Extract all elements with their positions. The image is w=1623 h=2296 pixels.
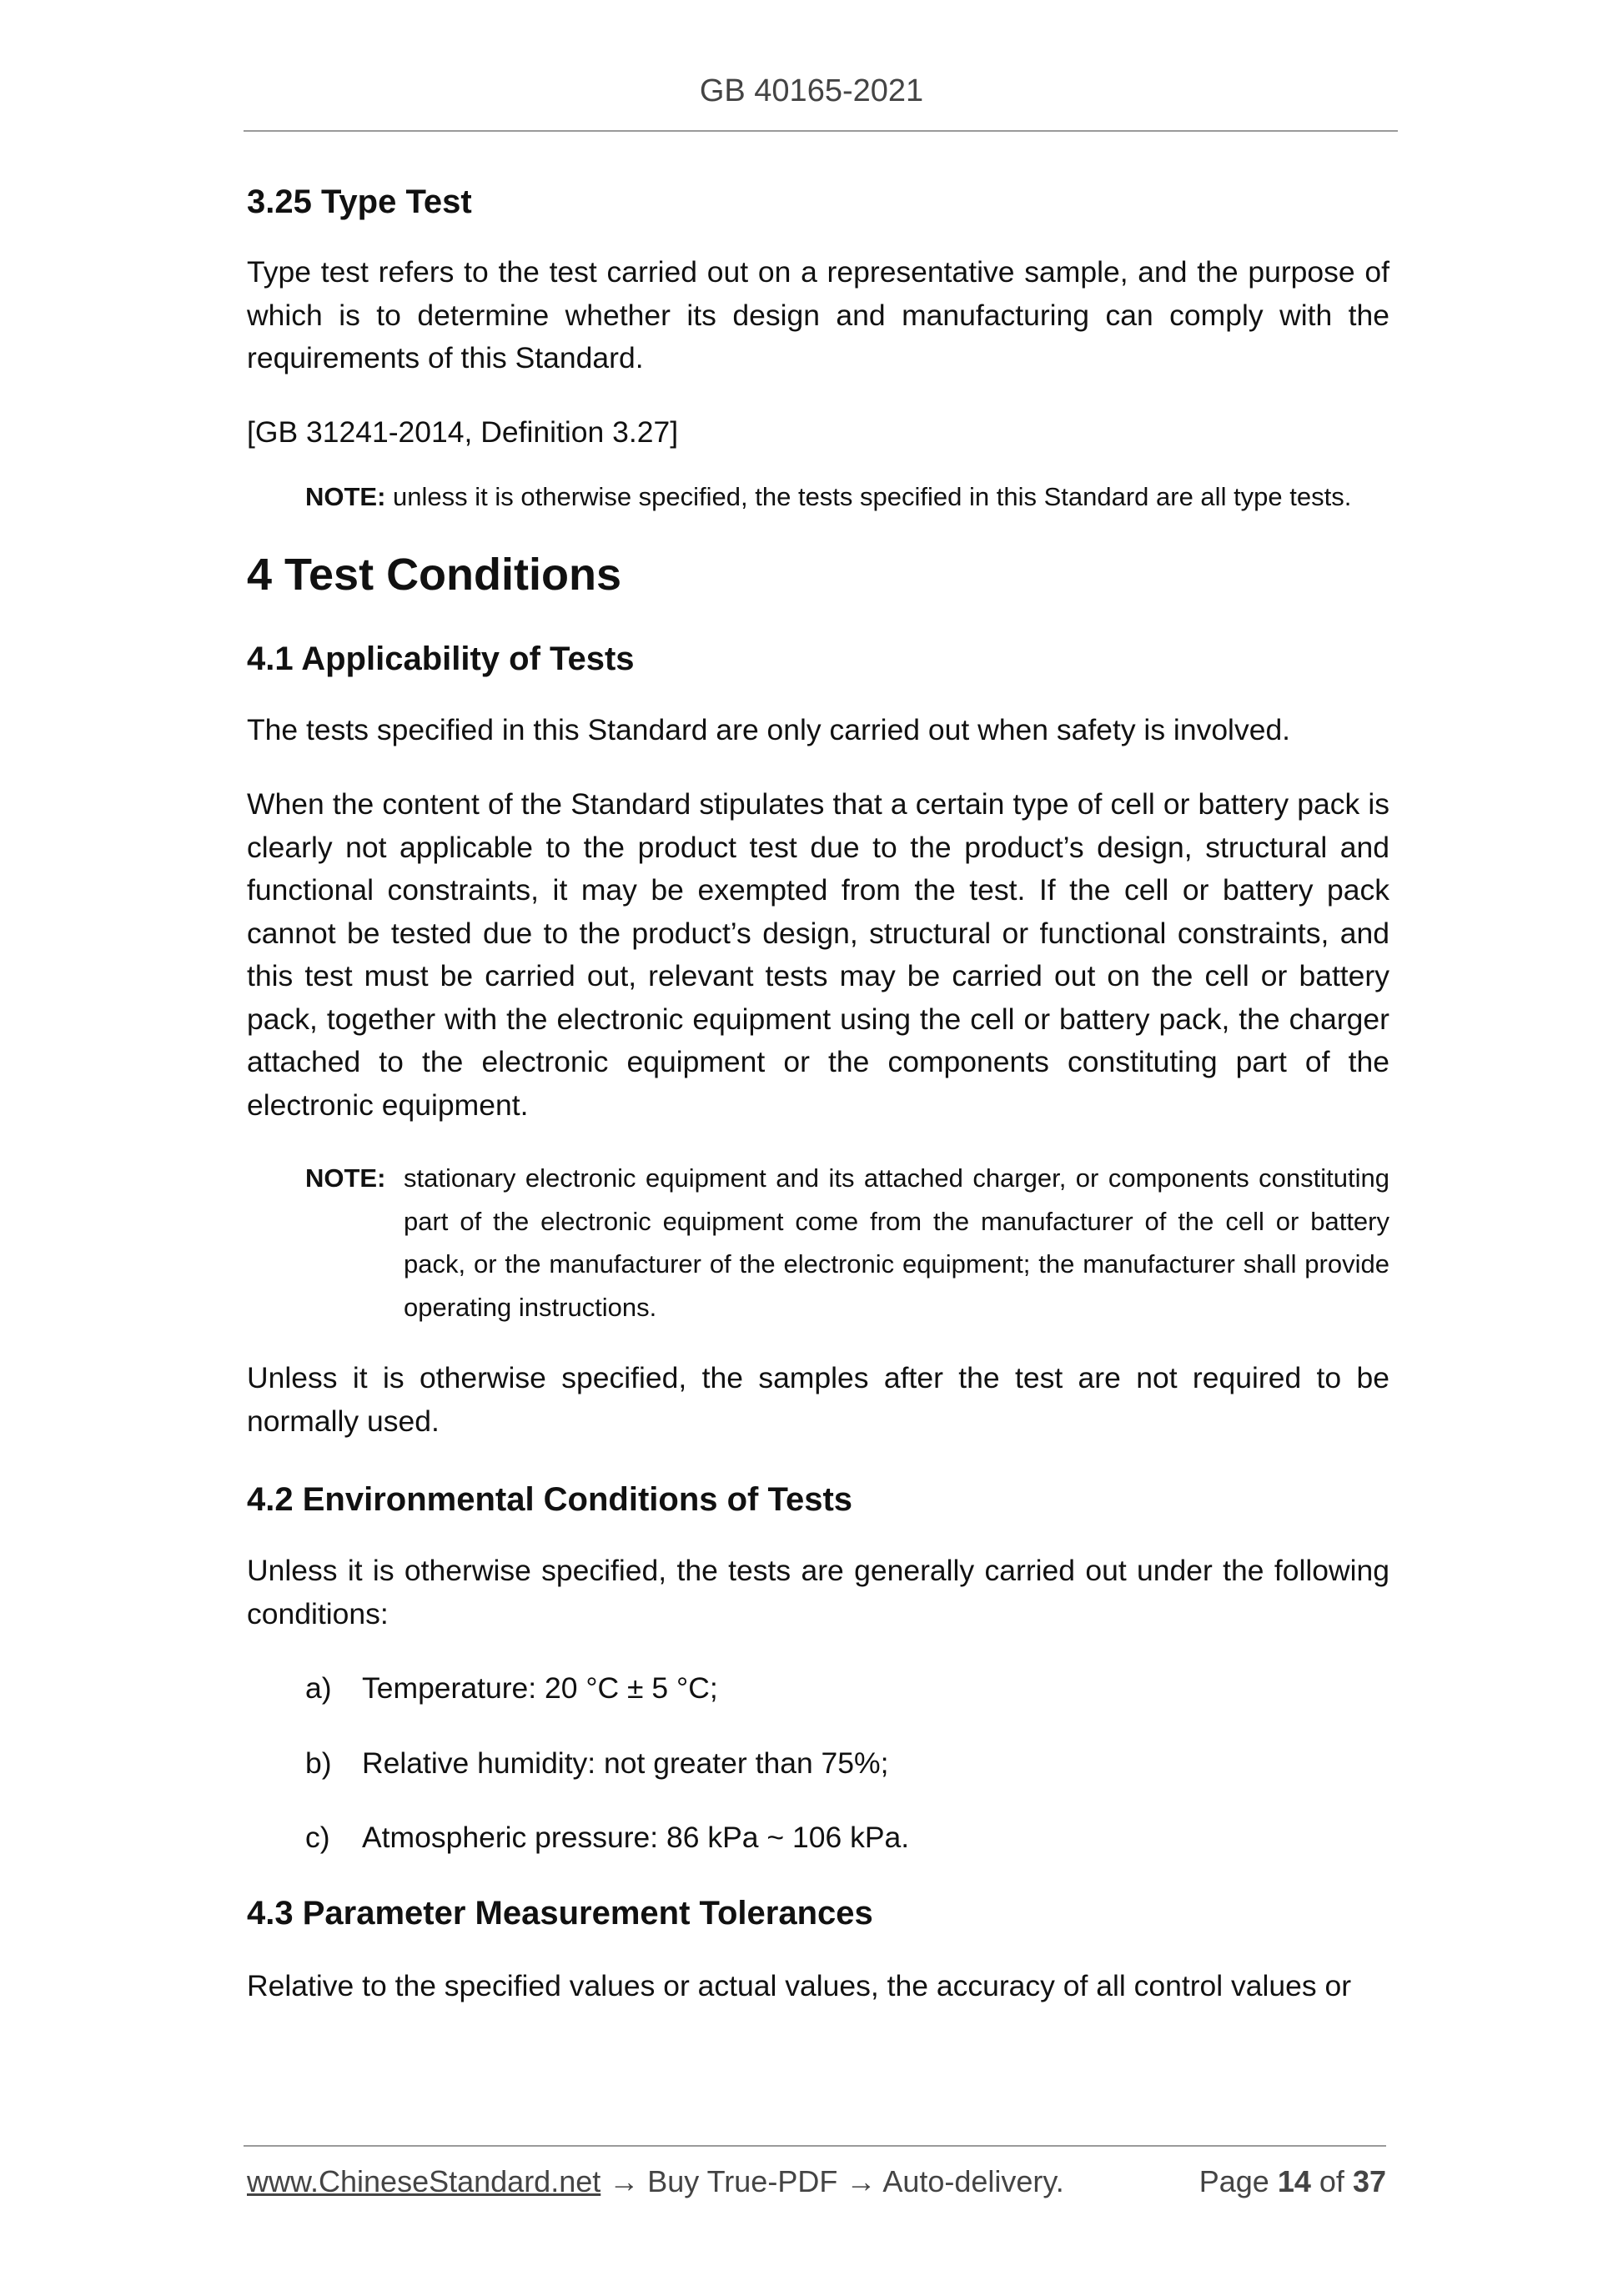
section-4-1-paragraph-2: When the content of the Standard stipulates that a certain type of cell or battery pack is clearly not applicable to the product test due to the product’s design, structural and functional constraints, it may be exempted from the test. If the cell or battery pack cannot be tested due to the product’s design, structural or functional constraints, and this test must be carried out, relevant tests may be carried out on the cell or battery pack, together with the electronic equipment using the cell or battery pack, the charger attached to the electronic equipment or the components constituting part of the electronic equipment. bbox=[247, 787, 1389, 1122]
footer-left bbox=[247, 2164, 1064, 2199]
footer-rule bbox=[244, 2145, 1386, 2147]
list-item bbox=[247, 1816, 1389, 1860]
section-4-2-heading: 4.2 Environmental Conditions of Tests bbox=[247, 1481, 853, 1518]
section-4-2-paragraph: Unless it is otherwise specified, the tests are generally carried out under the following conditions: bbox=[247, 1554, 1389, 1630]
list-text: Atmospheric pressure: 86 kPa ~ 106 kPa. bbox=[362, 1821, 910, 1854]
page-number: 14 bbox=[1277, 2164, 1311, 2198]
section-3-25-reference: [GB 31241-2014, Definition 3.27] bbox=[247, 414, 679, 449]
section-4-1-paragraph-3: Unless it is otherwise specified, the samples after the test are not required to be normally used. bbox=[247, 1361, 1389, 1438]
section-4-1-paragraph-1: The tests specified in this Standard are only carried out when safety is involved. bbox=[247, 712, 1291, 746]
list-item bbox=[247, 1742, 1389, 1786]
section-3-25-heading: 3.25 Type Test bbox=[247, 183, 472, 220]
of-word: of bbox=[1319, 2164, 1344, 2198]
section-3-25-paragraph: Type test refers to the test carried out on a representative sample, and the purpose of which is to determine whether its design and manufacturing can comply with the requirements of this Standard. bbox=[247, 255, 1389, 374]
section-4-1-heading: 4.1 Applicability of Tests bbox=[247, 640, 635, 677]
note-text: stationary electronic equipment and its attached charger, or components constituting part of the electronic equipment come from the manufacturer of the cell or battery pack, or the manufacturer of the electronic equipment; the manufacturer shall provide operating instructions. bbox=[404, 1163, 1389, 1322]
note-label: NOTE: bbox=[305, 482, 386, 511]
page-footer bbox=[247, 2164, 1386, 2214]
section-4-1-note bbox=[247, 1157, 1389, 1329]
section-4-3-heading: 4.3 Parameter Measurement Tolerances bbox=[247, 1894, 873, 1932]
note-label: NOTE: bbox=[305, 1163, 386, 1193]
footer-tagline: → Buy True-PDF → Auto-delivery. bbox=[600, 2164, 1064, 2198]
note-text: unless it is otherwise specified, the tests specified in this Standard are all type tests. bbox=[385, 482, 1352, 511]
page-total: 37 bbox=[1352, 2164, 1386, 2198]
page-word: Page bbox=[1198, 2164, 1269, 2198]
list-text: Temperature: 20 °C ± 5 °C; bbox=[362, 1671, 718, 1705]
running-header: GB 40165-2021 bbox=[699, 73, 924, 108]
website-link[interactable]: www.ChineseStandard.net bbox=[247, 2164, 601, 2198]
list-marker: c) bbox=[305, 1821, 330, 1854]
list-item bbox=[247, 1667, 1389, 1711]
list-text: Relative humidity: not greater than 75%; bbox=[362, 1746, 889, 1780]
section-4-3-paragraph: Relative to the specified values or actual values, the accuracy of all control values or bbox=[247, 1968, 1352, 2002]
list-marker: b) bbox=[305, 1746, 332, 1780]
section-4-heading: 4 Test Conditions bbox=[247, 549, 622, 600]
page-content bbox=[247, 178, 1389, 2007]
header-rule bbox=[244, 130, 1398, 132]
list-marker: a) bbox=[305, 1671, 332, 1705]
page-indicator bbox=[1199, 2164, 1386, 2199]
section-3-25-note bbox=[247, 475, 1389, 519]
